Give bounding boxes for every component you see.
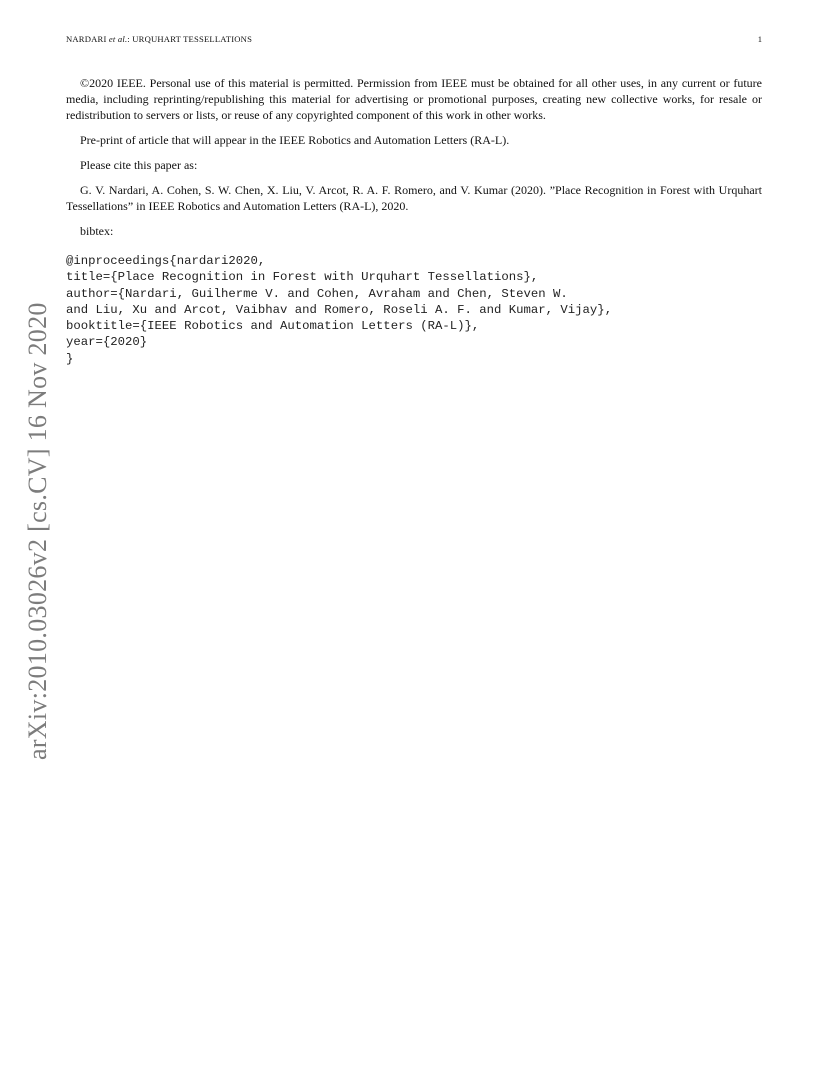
- running-head: [66, 34, 252, 44]
- page-number: 1: [757, 34, 762, 44]
- bibtex-block: [66, 253, 762, 367]
- running-head-italic: et al.: [108, 34, 128, 44]
- citation: G. V. Nardari, A. Cohen, S. W. Chen, X. Liu, V. Arcot, R. A. F. Romero, and V. Kumar (2020). ”Place Recognition in Forest with Urquhart Tessellations” in IEEE Robotics and Automation Letters (RA-L), 2020.: [66, 183, 762, 213]
- bibtex-line: year={2020}: [66, 335, 148, 350]
- arxiv-stamp-text: arXiv:2010.03026v2 [cs.CV] 16 Nov 2020: [23, 302, 52, 760]
- bibtex-line: and Liu, Xu and Arcot, Vaibhav and Romero, Roseli A. F. and Kumar, Vijay},: [66, 302, 613, 317]
- copyright-notice: ©2020 IEEE. Personal use of this material is permitted. Permission from IEEE must be obtained for all other uses, in any current or future media, including reprinting/republishing this material for advertising or promotional purposes, creating new collective works, for resale or redistribution to servers or lists, or reuse of any copyrighted component of this work in other works.: [66, 76, 762, 122]
- bibtex-line: title={Place Recognition in Forest with Urquhart Tessellations},: [66, 270, 539, 285]
- bibtex-line: }: [66, 351, 74, 366]
- arxiv-stamp: [16, 280, 60, 760]
- running-head-prefix: NARDARI: [66, 34, 109, 44]
- bibtex-line: @inproceedings{nardari2020,: [66, 254, 266, 268]
- bibtex-line: author={Nardari, Guilherme V. and Cohen, Avraham and Chen, Steven W.: [66, 286, 568, 301]
- cite-prompt: Please cite this paper as:: [80, 158, 198, 172]
- preprint-note: Pre-print of article that will appear in the IEEE Robotics and Automation Letters (RA-L).: [80, 133, 510, 147]
- running-head-suffix: : URQUHART TESSELLATIONS: [127, 34, 253, 44]
- main-content: [66, 75, 762, 367]
- bibtex-line: booktitle={IEEE Robotics and Automation Letters (RA-L)},: [66, 319, 480, 334]
- bibtex-label: bibtex:: [80, 224, 114, 238]
